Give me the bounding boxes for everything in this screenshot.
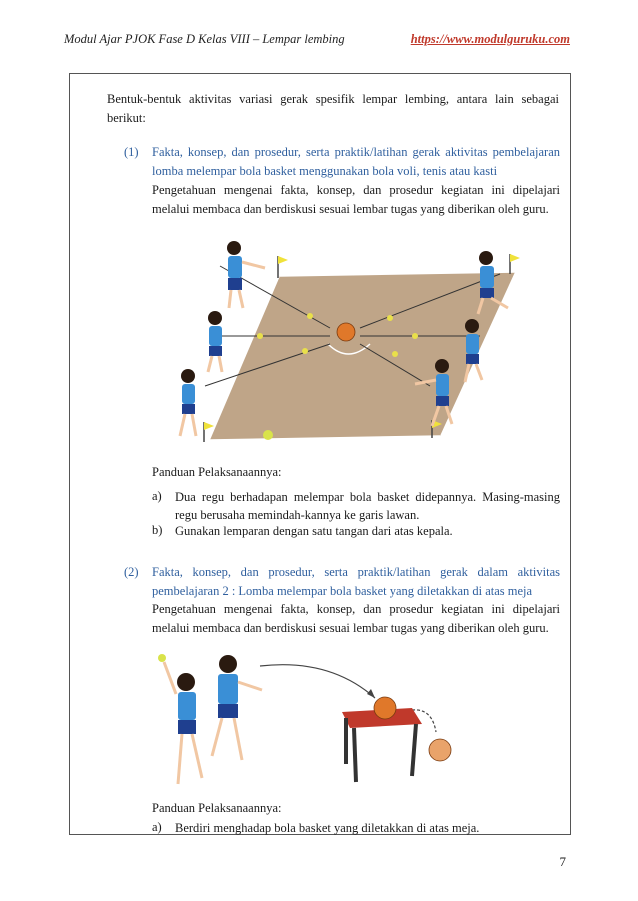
item-1-step-a-letter: a)	[152, 489, 162, 503]
item-2-step-a: Berdiri menghadap bola basket yang diletakkan di atas meja.	[175, 821, 480, 835]
player-left-bottom	[180, 369, 196, 436]
basketball-fallen	[429, 739, 451, 761]
player-left-middle	[208, 311, 222, 372]
item-2-number: (2)	[124, 565, 139, 579]
basketball-on-table	[374, 697, 396, 719]
intro-text: Bentuk-bentuk aktivitas variasi gerak spesifik lempar lembing, antara lain sebagai berikut:	[107, 92, 559, 125]
basketball	[337, 323, 355, 341]
item-1-step-a: Dua regu berhadapan melempar bola basket didepannya. Masing-masing regu berusaha memindah-kannya ke garis lawan.	[175, 490, 560, 522]
item-2-step-a-letter: a)	[152, 820, 162, 834]
tennis-ball	[263, 430, 273, 440]
item-2-heading: Fakta, konsep, dan prosedur, serta praktik/latihan gerak dalam aktivitas pembelajaran 2 : Lomba melempar bola basket yang diletakkan di atas meja	[152, 565, 560, 598]
court-illustration	[160, 236, 530, 448]
header-url-link[interactable]: https://www.modulguruku.com	[410, 32, 570, 46]
item-2-guide-title: Panduan Pelaksanaannya:	[152, 801, 282, 815]
player-left-top	[227, 241, 265, 308]
table-throw-illustration	[150, 648, 470, 796]
item-1-step-b: Gunakan lemparan dengan satu tangan dari atas kepala.	[175, 524, 453, 538]
page-number: 7	[559, 854, 566, 869]
item-1-heading: Fakta, konsep, dan prosedur, serta praktik/latihan gerak aktivitas pembelajaran lomba melempar bola basket menggunakan bola voli, tenis atau kasti	[152, 145, 560, 178]
header-title: Modul Ajar PJOK Fase D Kelas VIII – Lempar lembing	[64, 32, 345, 46]
student-boy	[212, 655, 262, 760]
item-1-number: (1)	[124, 145, 139, 159]
item-1-guide-title: Panduan Pelaksanaannya:	[152, 465, 282, 479]
item-2-paragraph: Pengetahuan mengenai fakta, konsep, dan prosedur kegiatan ini dipelajari melalui membaca dan berdiskusi sesuai lembar tugas yang diberikan oleh guru.	[152, 602, 560, 635]
student-girl	[158, 654, 202, 784]
item-1-step-b-letter: b)	[152, 523, 163, 537]
item-1-paragraph: Pengetahuan mengenai fakta, konsep, dan prosedur kegiatan ini dipelajari melalui membaca dan berdiskusi sesuai lembar tugas yang diberikan oleh guru.	[152, 183, 560, 216]
